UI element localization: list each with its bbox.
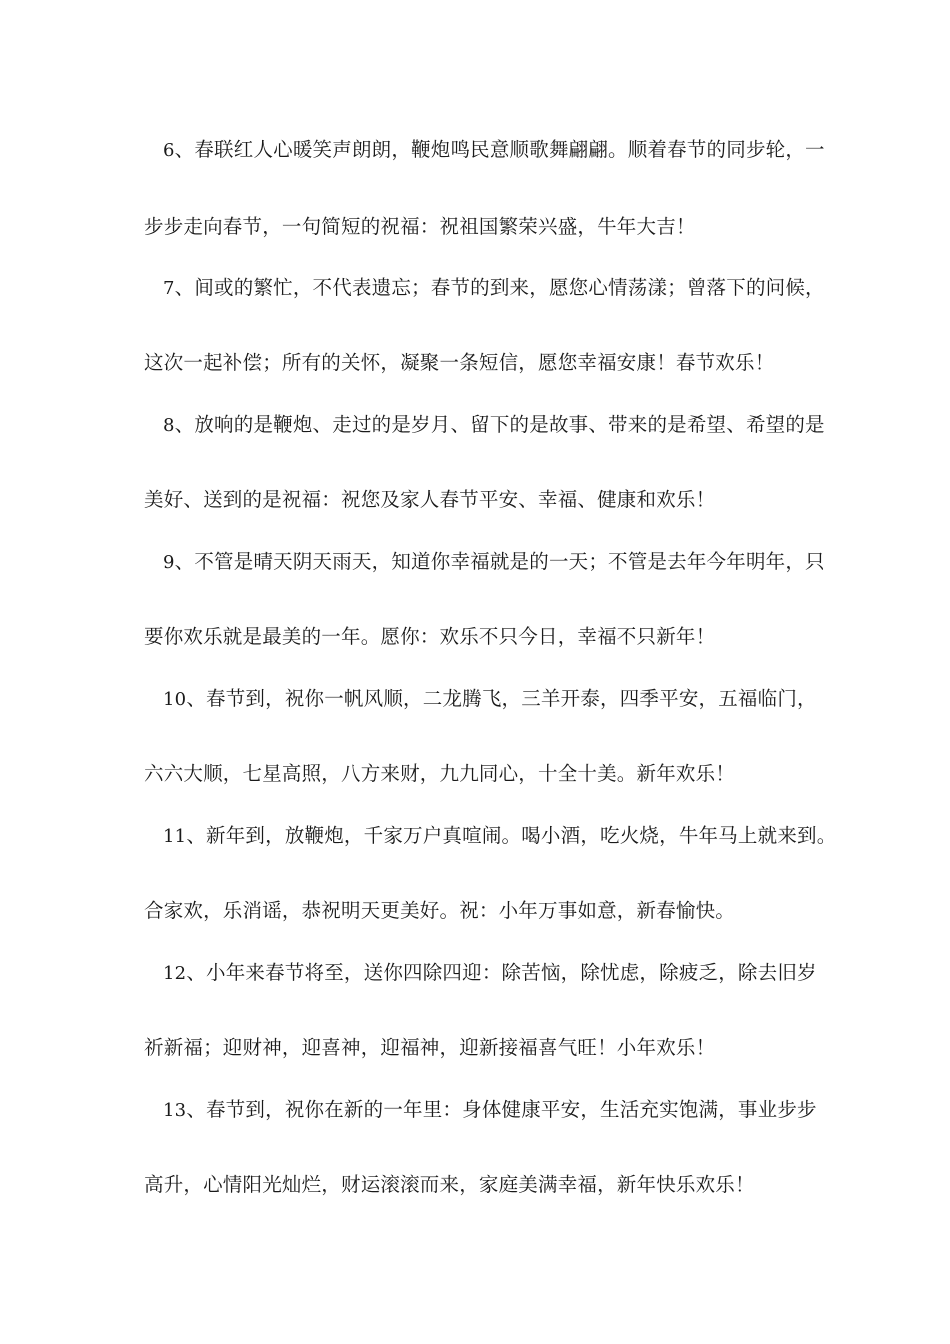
paragraph-text: 、小年来春节将至，送你四除四迎：除苦恼，除忧虑，除疲乏，除去旧岁 — [186, 961, 817, 984]
paragraph-number: 12 — [163, 963, 187, 984]
paragraph-number: 7 — [163, 278, 175, 299]
paragraph-number: 13 — [163, 1100, 187, 1121]
paragraph-12-line-1 — [0, 960, 950, 987]
paragraph-number: 6 — [163, 140, 175, 161]
paragraph-9-line-1 — [0, 549, 950, 576]
paragraph-7-line-1 — [0, 275, 950, 302]
paragraph-number: 9 — [163, 552, 175, 573]
paragraph-9-line-2: 要你欢乐就是最美的一年。愿你：欢乐不只今日，幸福不只新年！ — [144, 625, 716, 648]
paragraph-text: 、新年到，放鞭炮，千家万户真喧闹。喝小酒，吃火烧，牛年马上就来到。 — [186, 824, 837, 847]
paragraph-13-line-1 — [0, 1097, 950, 1124]
paragraph-6-line-2: 步步走向春节，一句简短的祝福：祝祖国繁荣兴盛，牛年大吉！ — [144, 215, 696, 238]
paragraph-8-line-1 — [0, 412, 950, 439]
paragraph-number: 8 — [163, 415, 175, 436]
paragraph-text: 、不管是晴天阴天雨天，知道你幸福就是的一天；不管是去年今年明年，只 — [174, 550, 825, 573]
paragraph-7-line-2: 这次一起补偿；所有的关怀，凝聚一条短信，愿您幸福安康！春节欢乐！ — [144, 351, 775, 374]
paragraph-number: 11 — [163, 826, 187, 847]
paragraph-number: 10 — [163, 689, 187, 710]
paragraph-text: 、春节到，祝你在新的一年里：身体健康平安，生活充实饱满，事业步步 — [186, 1098, 817, 1121]
paragraph-text: 、放响的是鞭炮、走过的是岁月、留下的是故事、带来的是希望、希望的是 — [174, 413, 825, 436]
paragraph-10-line-2: 六六大顺，七星高照，八方来财，九九同心，十全十美。新年欢乐！ — [144, 762, 736, 785]
paragraph-text: 、春联红人心暖笑声朗朗，鞭炮鸣民意顺歌舞翩翩。顺着春节的同步轮，一 — [174, 138, 825, 161]
paragraph-text: 、间或的繁忙，不代表遗忘；春节的到来，愿您心情荡漾；曾落下的问候， — [174, 276, 825, 299]
paragraph-11-line-1 — [0, 823, 950, 850]
paragraph-12-line-2: 祈新福；迎财神，迎喜神，迎福神，迎新接福喜气旺！小年欢乐！ — [144, 1036, 716, 1059]
paragraph-6-line-1 — [0, 137, 950, 164]
paragraph-11-line-2: 合家欢，乐消谣，恭祝明天更美好。祝：小年万事如意，新春愉快。 — [144, 899, 736, 922]
paragraph-text: 、春节到，祝你一帆风顺，二龙腾飞，三羊开泰，四季平安，五福临门， — [186, 687, 817, 710]
paragraph-8-line-2: 美好、送到的是祝福：祝您及家人春节平安、幸福、健康和欢乐！ — [144, 488, 716, 511]
paragraph-13-line-2: 高升，心情阳光灿烂，财运滚滚而来，家庭美满幸福，新年快乐欢乐！ — [144, 1173, 755, 1196]
paragraph-10-line-1 — [0, 686, 950, 713]
